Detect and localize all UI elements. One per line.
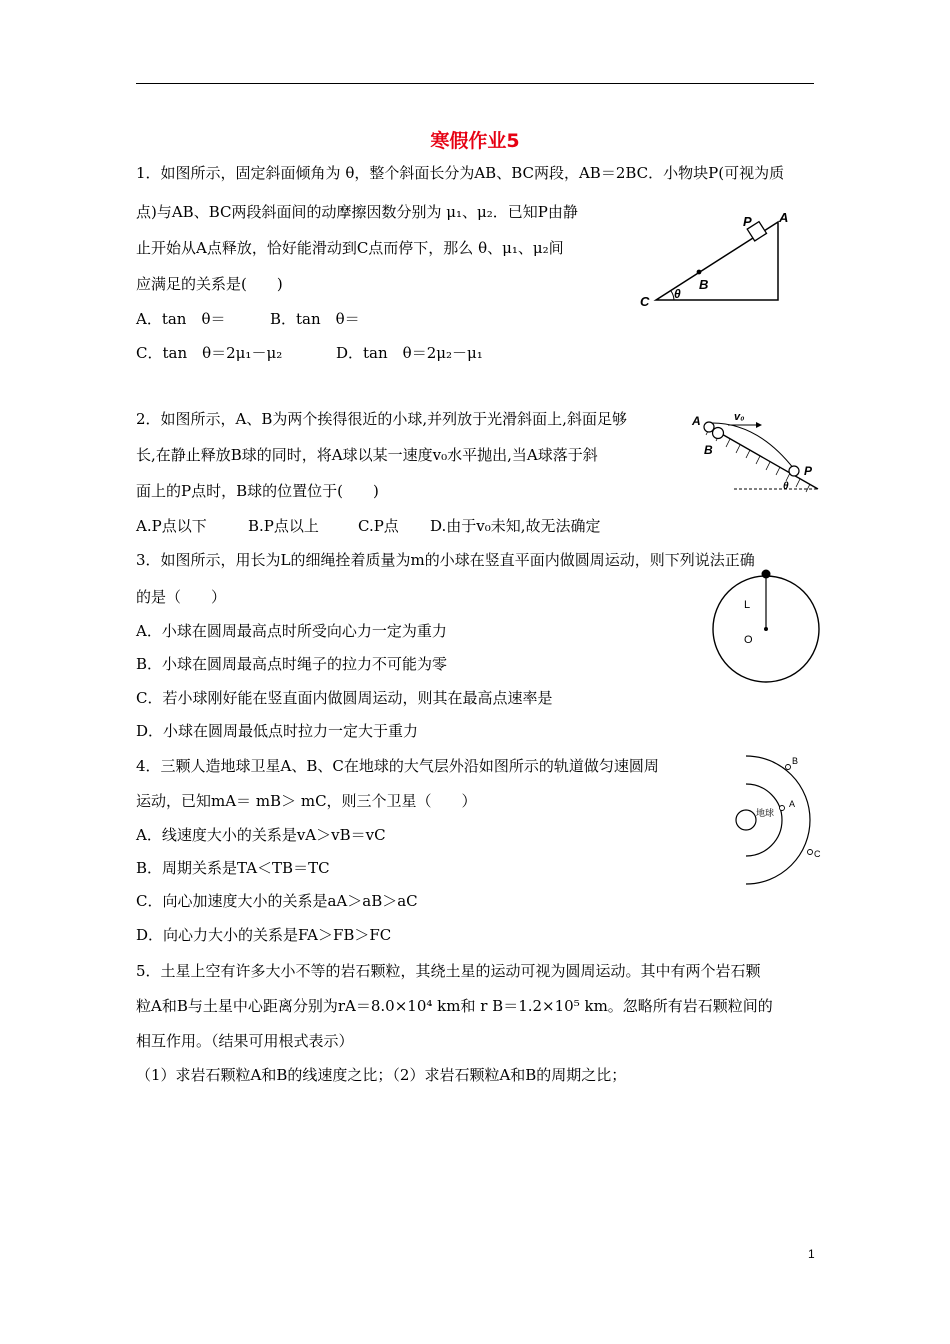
q5-line-1: 5．土星上空有许多大小不等的岩石颗粒，其绕土星的运动可视为圆周运动。其中有两个岩石颗 [136,962,761,980]
q4-option-b: B．周期关系是TA＜TB＝TC [136,859,330,877]
q4-label-earth: 地球 [756,808,775,818]
q3-label-l: L [744,599,751,611]
q3-option-d: D．小球在圆周最低点时拉力一定大于重力 [136,722,419,740]
q4-label-a: A [789,799,796,809]
q1-point-b [697,270,702,275]
q2-line-3: 面上的P点时，B球的位置位于( ) [136,482,379,500]
q1-option-d: D．tan θ＝2μ₂－μ₁ [336,344,483,362]
q1-line-2: 点)与AB、BC两段斜面间的动摩擦因数分别为 μ₁、μ₂．已知P由静 [136,203,578,221]
q4-label-c: C [814,849,821,859]
q1-incline-figure [636,205,796,315]
q1-label-a: A [779,210,789,225]
q2-label-b: B [704,443,713,457]
q5-line-3: 相互作用。（结果可用根式表示） [136,1032,354,1050]
q4-line-1: 4．三颗人造地球卫星A、B、C在地球的大气层外沿如图所示的轨道做匀速圆周 [136,757,659,775]
q4-satellite-c [808,850,813,855]
q1-label-b: B [699,277,709,292]
q4-option-a: A．线速度大小的关系是vA＞vB＝vC [136,826,386,844]
q1-label-p: P [743,214,752,229]
page-number: 1 [808,1247,815,1261]
q1-line-3: 止开始从A点释放，恰好能滑动到C点而停下，那么 θ、μ₁、μ₂间 [136,239,564,257]
q5-line-4: （1）求岩石颗粒A和B的线速度之比；（2）求岩石颗粒A和B的周期之比； [136,1066,627,1084]
q3-line-1: 3．如图所示，用长为L的细绳拴着质量为m的小球在竖直平面内做圆周运动，则下列说法正确 [136,551,755,569]
q3-line-2: 的是（ ） [136,588,227,606]
q2-option-d: D.由于v₀未知,故无法确定 [430,517,601,535]
q5-line-2: 粒A和B与土星中心距离分别为rA＝8.0×10⁴ km和 r B＝1.2×10⁵ km。忽略所有岩石颗粒间的 [136,997,773,1015]
q4-option-d: D．向心力大小的关系是FA＞FB＞FC [136,926,392,944]
q2-line-1: 2．如图所示，A、B为两个挨得很近的小球,并列放于光滑斜面上,斜面足够 [136,410,627,428]
q2-ball-b [713,428,724,439]
q4-option-c: C．向心加速度大小的关系是aA＞aB＞aC [136,892,418,910]
q1-label-theta: θ [674,287,681,301]
q3-ball [762,570,771,579]
q4-orbit-a [746,784,782,856]
q2-projectile-figure [692,405,818,505]
q2-velocity-arrowhead [756,422,762,428]
q4-label-b: B [792,756,799,766]
q3-option-c: C．若小球刚好能在竖直面内做圆周运动，则其在最高点速率是 [136,689,553,707]
q2-line-2: 长,在静止释放B球的同时，将A球以某一速度v₀水平抛出,当A球落于斜 [136,446,598,464]
q3-circle-figure [710,570,822,682]
q1-option-b: B．tan θ＝ [270,310,360,328]
q2-option-a: A.P点以下 [136,517,207,535]
q4-orbit-figure [726,748,826,893]
q2-option-b: B.P点以上 [248,517,319,535]
q2-option-c: C.P点 [358,517,399,535]
q2-ball-at-p [789,466,799,476]
q3-label-o: O [744,634,753,646]
q4-line-2: 运动，已知mA＝ mB＞ mC，则三个卫星（ ） [136,792,477,810]
q1-line-4: 应满足的关系是( ) [136,275,283,293]
q2-label-a: A [692,414,701,428]
q4-satellite-b [786,765,791,770]
q3-center [764,627,768,631]
q1-option-a: A．tan θ＝ [136,310,226,328]
header-rule [136,83,814,84]
q1-option-c: C．tan θ＝2μ₁－μ₂ [136,344,283,362]
q3-option-a: A．小球在圆周最高点时所受向心力一定为重力 [136,622,447,640]
q2-trajectory [712,423,794,469]
q4-earth [736,810,756,830]
q2-label-theta: θ [783,481,789,492]
q3-option-b: B．小球在圆周最高点时绳子的拉力不可能为零 [136,655,448,673]
page-title: 寒假作业5 [430,130,520,152]
q1-line-1: 1．如图所示，固定斜面倾角为 θ，整个斜面长分为AB、BC两段，AB＝2BC．小物块P(可视为质 [136,164,785,182]
q1-label-c: C [640,294,650,309]
q2-label-v0: v₀ [734,411,745,423]
q2-label-p: P [804,464,813,478]
q4-satellite-a [780,806,785,811]
